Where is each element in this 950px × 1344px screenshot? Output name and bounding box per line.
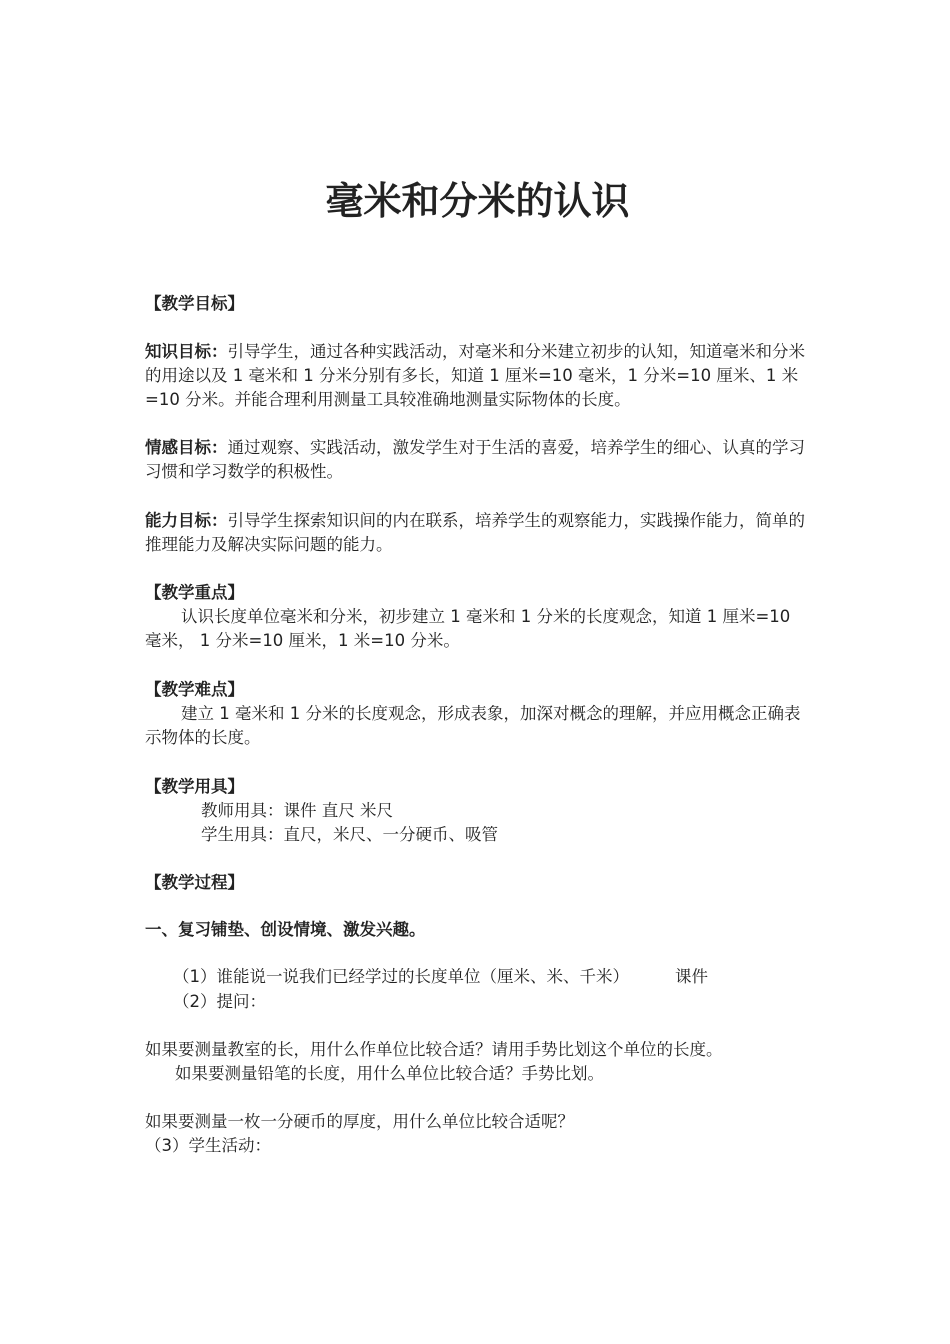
question-3: （3）学生活动： bbox=[145, 1136, 271, 1155]
emotion-label: 情感目标： bbox=[145, 438, 228, 457]
ability-objective bbox=[145, 509, 810, 557]
question-2: （2）提问： bbox=[173, 992, 266, 1011]
knowledge-text: 引导学生，通过各种实践活动，对毫米和分米建立初步的认知，知道毫米和分米的用途以及 1 毫米和 1 分米分别有多长，知道 1 厘米=10 毫米，1 分米=10 厘米、1 米=10 分米。并能合理利用测量工具较准确地测量实际物体的长度。 bbox=[145, 342, 805, 409]
tools-heading: 【教学用具】 bbox=[145, 777, 244, 796]
key-points-text: 认识长度单位毫米和分米，初步建立 1 毫米和 1 分米的长度观念，知道 1 厘米=10 毫米， 1 分米=10 厘米，1 米=10 分米。 bbox=[145, 607, 791, 650]
question-1 bbox=[145, 965, 838, 989]
key-points-heading: 【教学重点】 bbox=[145, 583, 244, 602]
process-heading: 【教学过程】 bbox=[145, 873, 244, 892]
tools-teacher: 教师用具：课件 直尺 米尺 bbox=[201, 801, 393, 820]
ability-label: 能力目标： bbox=[145, 511, 228, 530]
ask-coin: 如果要测量一枚一分硬币的厚度，用什么单位比较合适呢？ bbox=[145, 1112, 574, 1131]
objectives-heading: 【教学目标】 bbox=[145, 294, 244, 313]
question-1-text: （1）谁能说一说我们已经学过的长度单位（厘米、米、千米） bbox=[173, 967, 629, 986]
emotion-text: 通过观察、实践活动，激发学生对于生活的喜爱，培养学生的细心、认真的学习习惯和学习数学的积极性。 bbox=[145, 438, 805, 481]
tools-student: 学生用具：直尺，米尺、一分硬币、吸管 bbox=[201, 825, 498, 844]
knowledge-objective bbox=[145, 340, 810, 412]
difficulty-text: 建立 1 毫米和 1 分米的长度观念，形成表象，加深对概念的理解，并应用概念正确表示物体的长度。 bbox=[145, 704, 801, 747]
ability-text: 引导学生探索知识间的内在联系，培养学生的观察能力，实践操作能力，简单的推理能力及解决实际问题的能力。 bbox=[145, 511, 805, 554]
knowledge-label: 知识目标： bbox=[145, 342, 228, 361]
step1-heading: 一、复习铺垫、创设情境、激发兴趣。 bbox=[145, 920, 426, 939]
ask-pencil: 如果要测量铅笔的长度，用什么单位比较合适？手势比划。 bbox=[175, 1064, 604, 1083]
page-title: 毫米和分米的认识 bbox=[325, 179, 630, 223]
ask-classroom: 如果要测量教室的长，用什么作单位比较合适？请用手势比划这个单位的长度。 bbox=[145, 1040, 723, 1059]
emotion-objective bbox=[145, 436, 810, 484]
question-1-note: 课件 bbox=[675, 967, 708, 986]
difficulty-heading: 【教学难点】 bbox=[145, 680, 244, 699]
